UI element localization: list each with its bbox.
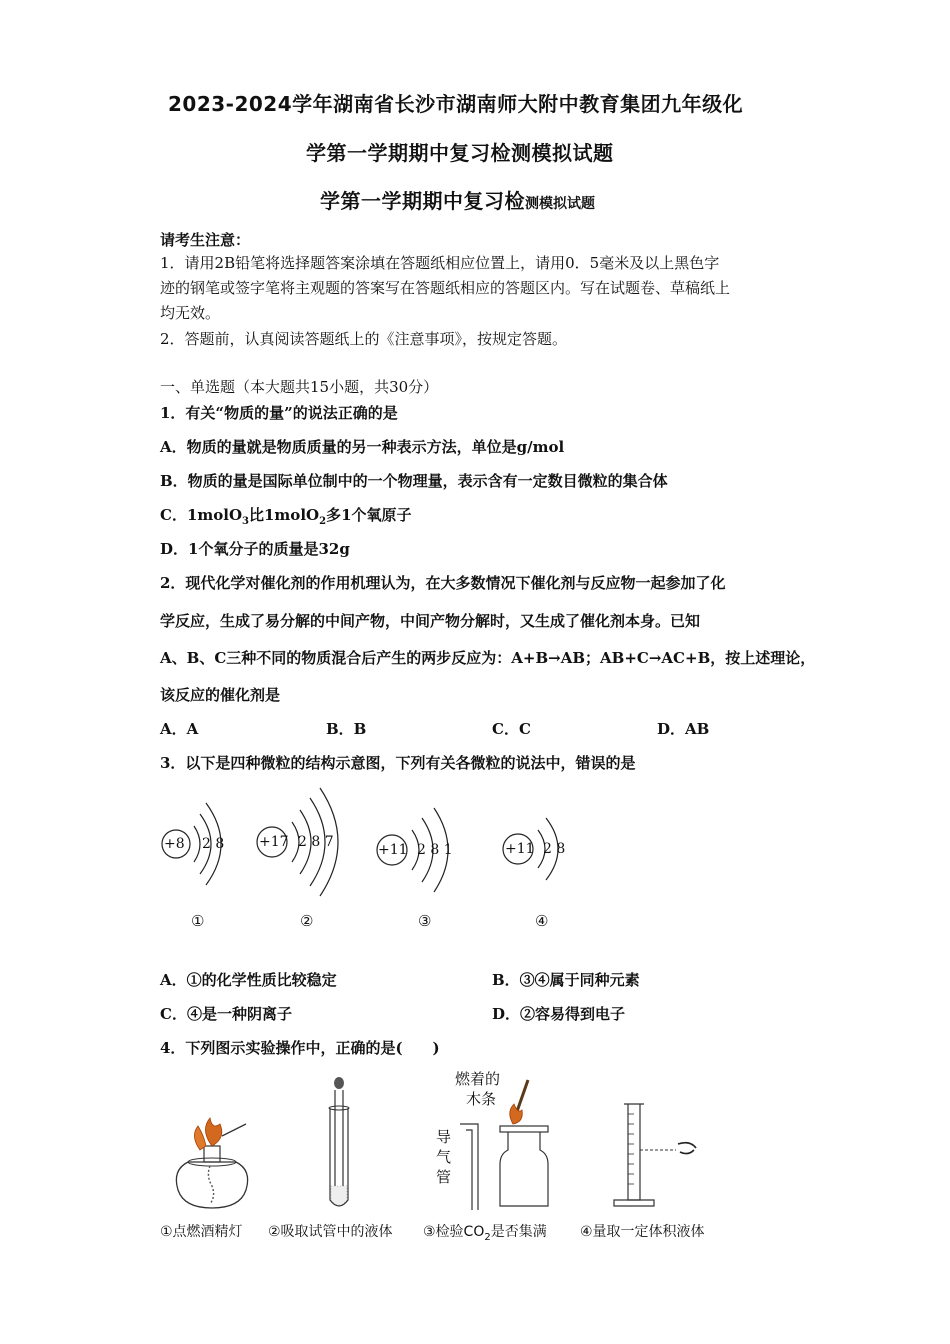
title-line-2: 学第一学期期中复习检测模拟试题: [306, 141, 614, 165]
tube-label-3: 管: [436, 1168, 452, 1186]
q4-caption-3-pre: ③检验CO: [423, 1224, 485, 1240]
q2-line-3: A、B、C三种不同的物质混合后产生的两步反应为：A+B→AB；AB+C→AC+B，按上述理论，: [160, 649, 816, 667]
q4-caption-3: [423, 1221, 547, 1243]
burning-stick-label-1: 燃着的: [455, 1070, 501, 1088]
atom-3-nucleus: +11: [378, 842, 408, 858]
burning-stick-label-2: 木条: [466, 1090, 497, 1108]
q2-line-4: 该反应的催化剂是: [160, 686, 281, 704]
q1-c-sub2: 2: [319, 516, 327, 527]
q1-c-mid: 比1molO: [249, 506, 320, 524]
q1-c-sub1: 3: [242, 516, 249, 527]
q1-option-c: [160, 504, 412, 527]
q1-option-b: B．物质的量是国际单位制中的一个物理量，表示含有一定数目微粒的集合体: [160, 472, 668, 490]
tube-label-2: 气: [436, 1148, 452, 1166]
notice-heading: 请考生注意：: [160, 231, 251, 249]
q3-option-d: D．②容易得到电子: [492, 1005, 626, 1023]
q4-caption-1: ①点燃酒精灯: [160, 1224, 243, 1240]
q4-stem: 4．下列图示实验操作中，正确的是( ): [160, 1039, 440, 1057]
q1-stem: 1．有关“物质的量”的说法正确的是: [160, 404, 398, 422]
cylinder-figure: [614, 1104, 696, 1206]
atom-2-nucleus: +17: [259, 834, 289, 850]
q1-option-d: D．1个氧分子的质量是32g: [160, 540, 350, 558]
dropper-figure: [329, 1077, 349, 1206]
q3-option-b: B．③④属于同种元素: [492, 971, 640, 989]
title-line-3: [320, 185, 595, 214]
q1-c-post: 多1个氧原子: [326, 506, 412, 524]
title-line-3-tail: 测模拟试题: [525, 196, 595, 212]
notice-line-2: 迹的钢笔或签字笔将主观题的答案写在答题纸相应的答题区内。写在试题卷、草稿纸上: [160, 279, 731, 297]
atom-1-shells-text: 2 8: [202, 836, 225, 852]
notice-line-4: 2．答题前，认真阅读答题纸上的《注意事项》，按规定答题。: [160, 330, 568, 348]
q4-caption-3-post: 是否集满: [490, 1224, 547, 1240]
q1-option-a: A．物质的量就是物质质量的另一种表示方法，单位是g/mol: [160, 438, 565, 456]
title-line-3-main: 学第一学期期中复习检: [320, 189, 525, 213]
q2-option-a: A．A: [160, 720, 199, 738]
q4-caption-3-sub: 2: [484, 1231, 491, 1243]
notice-line-1: 1．请用2B铅笔将选择题答案涂填在答题纸相应位置上，请用0．5毫米及以上黑色字: [160, 254, 720, 272]
q4-caption-4: ④量取一定体积液体: [580, 1224, 705, 1240]
q2-line-1: 2．现代化学对催化剂的作用机理认为，在大多数情况下催化剂与反应物一起参加了化: [160, 574, 726, 592]
atom-2-label: ②: [300, 912, 314, 930]
atom-4-nucleus: +11: [505, 841, 535, 857]
q3-option-a: A．①的化学性质比较稳定: [160, 971, 337, 989]
notice-line-3: 均无效。: [160, 304, 221, 322]
q2-option-d: D．AB: [657, 720, 710, 738]
atom-4-shells-text: 2 8: [543, 841, 566, 857]
atom-3-shells-text: 2 8 1: [417, 842, 453, 858]
atom-1-label: ①: [191, 912, 205, 930]
alcohol-lamp-figure: [176, 1118, 247, 1208]
q3-stem: 3．以下是四种微粒的结构示意图，下列有关各微粒的说法中，错误的是: [160, 754, 636, 772]
section-heading: 一、单选题（本大题共15小题，共30分）: [160, 378, 439, 396]
q4-caption-2: ②吸取试管中的液体: [268, 1224, 393, 1240]
atom-1-nucleus: +8: [164, 836, 185, 852]
title-line-1: 2023-2024学年湖南省长沙市湖南师大附中教育集团九年级化: [168, 92, 744, 116]
atom-4-label: ④: [535, 912, 549, 930]
tube-label-1: 导: [436, 1128, 452, 1146]
q3-option-c: C．④是一种阴离子: [160, 1005, 292, 1023]
q1-c-pre: C．1molO: [160, 506, 243, 524]
q2-option-b: B．B: [326, 720, 367, 738]
atom-3-label: ③: [418, 912, 432, 930]
q2-line-2: 学反应，生成了易分解的中间产物，中间产物分解时，又生成了催化剂本身。已知: [160, 612, 701, 630]
q2-option-c: C．C: [492, 720, 531, 738]
atom-2-shells-text: 2 8 7: [298, 834, 334, 850]
